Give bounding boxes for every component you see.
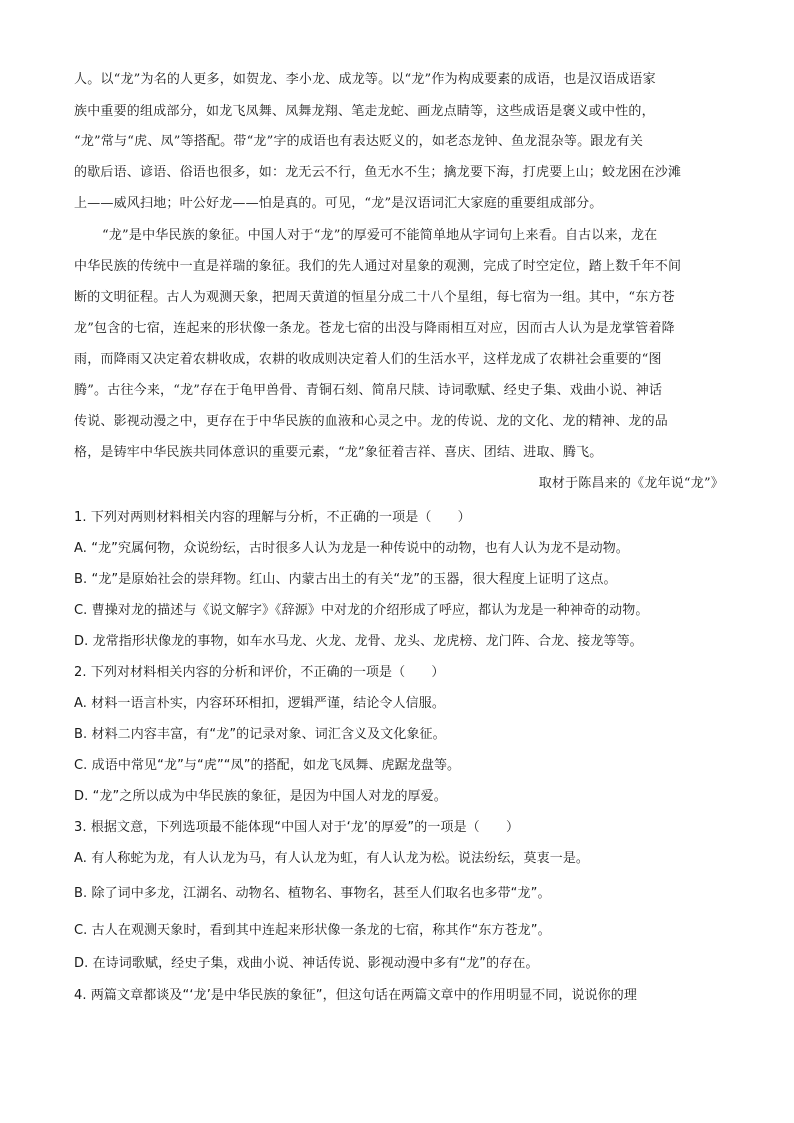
passage-line: 雨，而降雨又决定着农耕收成，农耕的收成则决定着人们的生活水平，这样龙成了农耕社会重要的“图: [74, 352, 662, 367]
passage-line: 的歇后语、谚语、俗语也很多，如：龙无云不行，鱼无水不生；擒龙要下海，打虎要上山；蛟龙困在沙滩: [74, 165, 682, 180]
question-1-stem: 1. 下列对两则材料相关内容的理解与分析，不正确的一项是（ ）: [74, 510, 471, 525]
question-2-stem: 2. 下列对材料相关内容的分析和评价，不正确的一项是（ ）: [74, 665, 445, 680]
question-2-option-b: B. 材料二内容丰富，有“龙”的记录对象、词汇含义及文化象征。: [74, 727, 446, 742]
question-3-option-d: D. 在诗词歌赋，经史子集，戏曲小说、神话传说、影视动漫中多有“龙”的存在。: [74, 956, 539, 971]
source-citation: 取材于陈昌来的《龙年说“龙”》: [538, 476, 724, 491]
passage-line: “龙”是中华民族的象征。中国人对于“龙”的厚爱可不能简单地从字词句上来看。自古以来，龙在: [102, 228, 658, 243]
passage-line: 人。以“龙”为名的人更多，如贺龙、李小龙、成龙等。以“龙”作为构成要素的成语，也是汉语成语家: [74, 72, 656, 87]
question-4-stem: 4. 两篇文章都谈及“‘龙’是中华民族的象征”，但这句话在两篇文章中的作用明显不同，说说你的理: [74, 988, 637, 1003]
question-1-option-a: A. “龙”究属何物，众说纷纭，古时很多人认为龙是一种传说中的动物，也有人认为龙不是动物。: [74, 541, 629, 556]
question-2-option-d: D. “龙”之所以成为中华民族的象征，是因为中国人对龙的厚爱。: [74, 789, 447, 804]
passage-line: 断的文明征程。古人为观测天象，把周天黄道的恒星分成二十八个星组，每七宿为一组。其中，“东方苍: [74, 290, 675, 305]
passage-line: 腾”。古往今来，“龙”存在于龟甲兽骨、青铜石刻、简帛尺牍、诗词歌赋、经史子集、戏曲小说、神话: [74, 383, 663, 398]
question-3-option-c: C. 古人在观测天象时，看到其中连起来形状像一条龙的七宿，称其作“东方苍龙”。: [74, 923, 551, 938]
question-1-option-b: B. “龙”是原始社会的崇拜物。红山、内蒙古出土的有关“龙”的玉器，很大程度上证明了这点。: [74, 572, 617, 587]
passage-line: 传说、影视动漫之中，更存在于中华民族的血液和心灵之中。龙的传说、龙的文化、龙的精神、龙的品: [74, 414, 669, 429]
question-3-option-b: B. 除了词中多龙，江湖名、动物名、植物名、事物名，甚至人们取名也多带“龙”。: [74, 886, 551, 901]
passage-line: 格，是铸牢中华民族共同体意识的重要元素，“龙”象征着吉祥、喜庆、团结、进取、腾飞。: [74, 445, 603, 460]
passage-line: 上——威风扫地；叶公好龙——怕是真的。可见，“龙”是汉语词汇大家庭的重要组成部分。: [74, 196, 603, 211]
question-3-option-a: A. 有人称蛇为龙，有人认龙为马，有人认龙为虹，有人认龙为松。说法纷纭，莫衷一是。: [74, 851, 590, 866]
passage-line: 龙”包含的七宿，连起来的形状像一条龙。苍龙七宿的出没与降雨相互对应，因而古人认为是龙掌管着降: [74, 321, 675, 336]
passage-line: “龙”常与“虎、凤”等搭配。带“龙”字的成语也有表达贬义的，如老态龙钟、鱼龙混杂等。跟龙有关: [74, 134, 644, 149]
question-3-stem: 3. 根据文意，下列选项最不能体现“中国人对于‘龙’的厚爱”的一项是（ ）: [74, 820, 520, 835]
question-1-option-c: C. 曹操对龙的描述与《说文解字》《辞源》中对龙的介绍形成了呼应，都认为龙是一种神奇的动物。: [74, 603, 649, 618]
question-2-option-c: C. 成语中常见“龙”与“虎”“凤”的搭配，如龙飞凤舞、虎踞龙盘等。: [74, 758, 461, 773]
question-2-option-a: A. 材料一语言朴实，内容环环相扣，逻辑严谨，结论令人信服。: [74, 696, 445, 711]
passage-line: 族中重要的组成部分，如龙飞凤舞、凤舞龙翔、笔走龙蛇、画龙点睛等，这些成语是褒义或中性的，: [74, 104, 655, 119]
passage-line: 中华民族的传统中一直是祥瑞的象征。我们的先人通过对星象的观测，完成了时空定位，踏上数千年不间: [74, 259, 682, 274]
question-1-option-d: D. 龙常指形状像龙的事物，如车水马龙、火龙、龙骨、龙头、龙虎榜、龙门阵、合龙、接龙等等。: [74, 634, 643, 649]
